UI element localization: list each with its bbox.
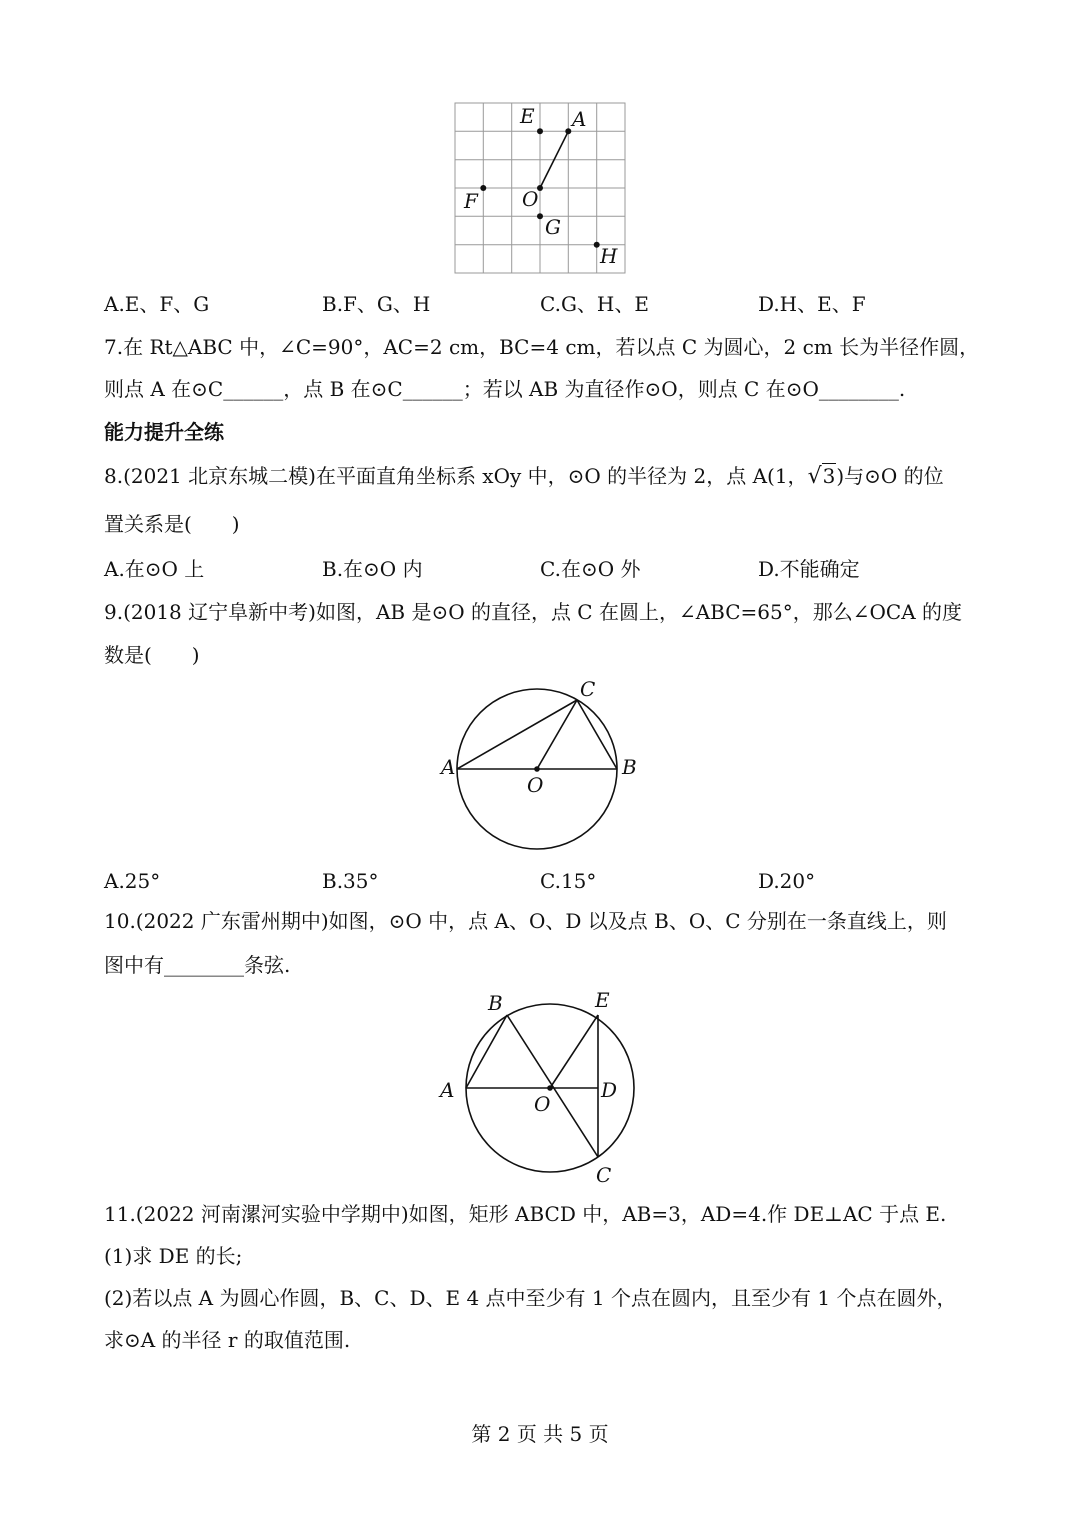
q9-circle-figure (430, 676, 650, 856)
label-o: O (534, 1092, 551, 1116)
q9-option-d: D.20° (758, 869, 816, 893)
q9-option-b: B.35° (322, 869, 379, 893)
q11-line-1: 11.(2022 河南漯河实验中学期中)如图，矩形 ABCD 中，AB=3，AD=4.作 DE⊥AC 于点 E. (104, 1202, 947, 1226)
chord-ab (466, 1015, 507, 1088)
section-title: 能力提升全练 (104, 420, 224, 444)
q6-option-c: C.G、H、E (540, 292, 649, 316)
q7-line-2: 则点 A 在⊙C______，点 B 在⊙C______；若以 AB 为直径作⊙O，则点 C 在⊙O________. (104, 377, 906, 401)
q8-text-c: )与⊙O 的位 (836, 464, 944, 488)
point-h (594, 242, 600, 248)
label-e: E (595, 988, 610, 1012)
q9-option-a: A.25° (104, 869, 161, 893)
q8-line-2: 置关系是( ) (104, 512, 240, 536)
q6-option-b: B.F、G、H (322, 292, 431, 316)
q9-option-c: C.15° (540, 869, 597, 893)
q6-grid-figure (440, 96, 640, 281)
page-footer: 第 2 页 共 5 页 (471, 1422, 609, 1446)
label-b: B (622, 755, 637, 779)
q8-sqrt-value: 3 (822, 464, 836, 488)
label-c: C (580, 677, 596, 701)
q10-circle-figure (430, 983, 650, 1189)
q8-option-c: C.在⊙O 外 (540, 557, 641, 581)
q8-line-1 (104, 462, 944, 491)
q9-line-2: 数是( ) (104, 643, 200, 667)
label-b: B (488, 991, 503, 1015)
chord-bc (577, 700, 617, 769)
q10-line-2: 图中有________条弦. (104, 953, 291, 977)
label-f: F (464, 189, 478, 213)
q7-line-1: 7.在 Rt△ABC 中，∠C=90°，AC=2 cm，BC=4 cm，若以点 C 为圆心，2 cm 长为半径作圆， (104, 335, 980, 359)
point-g (537, 213, 543, 219)
center-o (534, 766, 540, 772)
q10-line-1: 10.(2022 广东雷州期中)如图，⊙O 中，点 A、O、D 以及点 B、O、C 分别在一条直线上，则 (104, 909, 947, 933)
label-o: O (522, 187, 539, 211)
label-a: A (441, 755, 456, 779)
sqrt-sign: √ (807, 464, 822, 489)
q8-option-a: A.在⊙O 上 (104, 557, 205, 581)
label-c: C (596, 1163, 612, 1187)
segment-oe (550, 1015, 598, 1088)
q8-text-a: 8.(2021 北京东城二模)在平面直角坐标系 xOy 中，⊙O 的半径为 2，点 A(1， (104, 464, 808, 488)
point-f (480, 185, 486, 191)
label-o: O (527, 773, 544, 797)
label-a: A (440, 1078, 455, 1102)
label-a: A (572, 107, 587, 131)
q11-part-1: (1)求 DE 的长; (104, 1244, 243, 1268)
chord-ac (457, 700, 577, 769)
q11-part-3: 求⊙A 的半径 r 的取值范围. (104, 1328, 351, 1352)
radius-oc (537, 700, 577, 769)
q6-option-d: D.H、E、F (758, 292, 866, 316)
q11-part-2: (2)若以点 A 为圆心作圆，B、C、D、E 4 点中至少有 1 个点在圆内，且至少有 1 个点在圆外， (104, 1286, 957, 1310)
point-a (565, 128, 571, 134)
label-e: E (520, 104, 535, 128)
q6-option-a: A.E、F、G (104, 292, 210, 316)
q9-line-1: 9.(2018 辽宁阜新中考)如图，AB 是⊙O 的直径，点 C 在圆上，∠ABC=65°，那么∠OCA 的度 (104, 600, 963, 624)
label-g: G (545, 215, 561, 239)
center-o (547, 1085, 553, 1091)
point-e (537, 128, 543, 134)
label-h: H (600, 244, 618, 268)
q8-option-b: B.在⊙O 内 (322, 557, 423, 581)
q8-option-d: D.不能确定 (758, 557, 860, 581)
label-d: D (601, 1078, 618, 1102)
